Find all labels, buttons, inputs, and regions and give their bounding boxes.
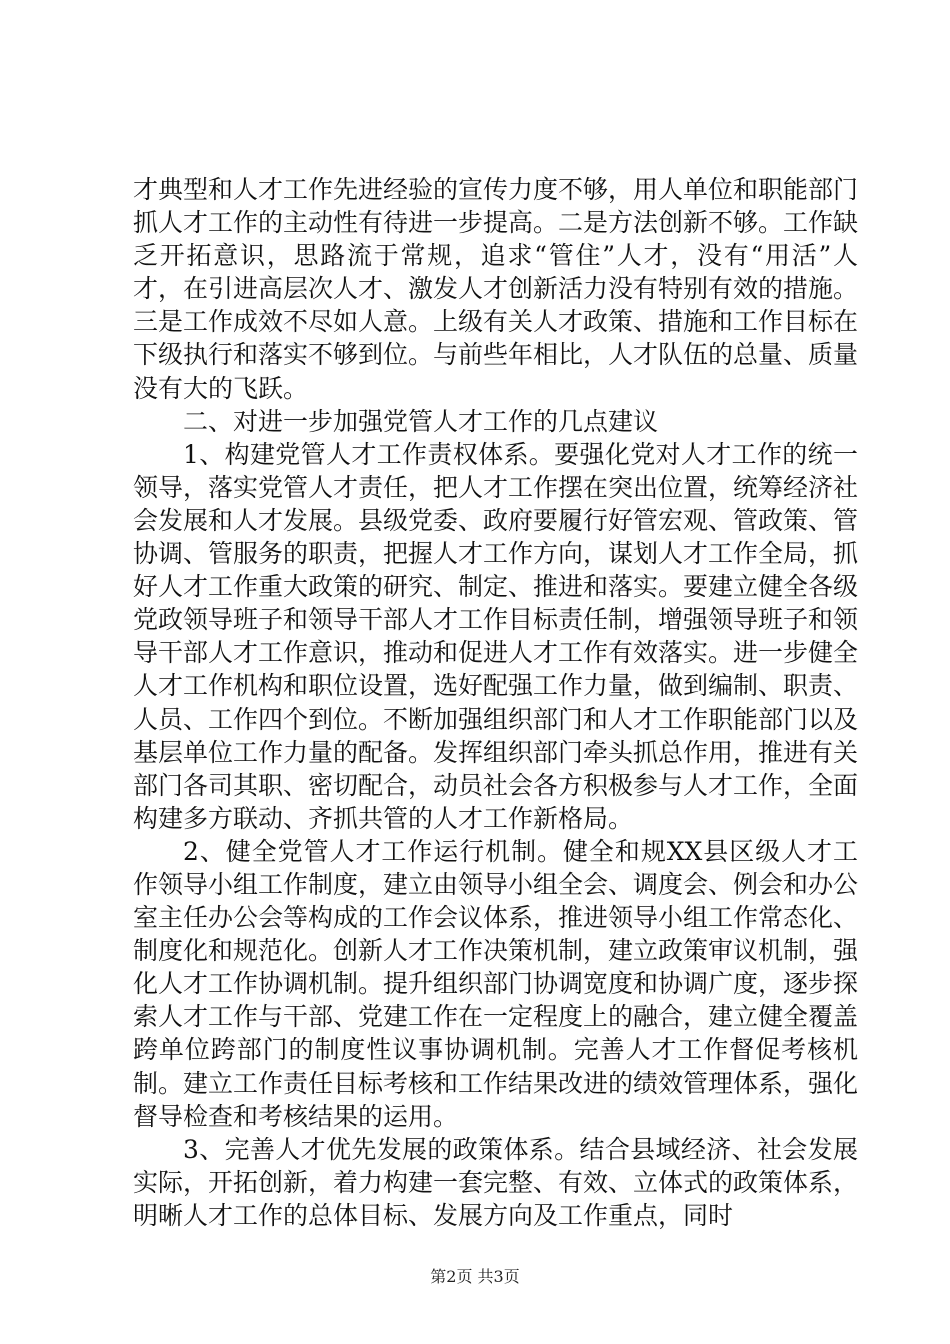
paragraph-item-3: 3、完善人才优先发展的政策体系。结合县域经济、社会发展实际，开拓创新，着力构建一套完整、有效、立体式的政策体系，明晰人才工作的总体目标、发展方向及工作重点，同时 (133, 1134, 859, 1230)
section-heading: 二、对进一步加强党管人才工作的几点建议 (183, 406, 659, 436)
page-footer: 第2页 共3页 (430, 1267, 520, 1286)
paragraph-item-1: 1、构建党管人才工作责权体系。要强化党对人才工作的统一领导，落实党管人才责任，把人才工作摆在突出位置，统筹经济社会发展和人才发展。县级党委、政府要履行好管宏观、管政策、管协调、管服务的职责，把握人才工作方向，谋划人才工作全局，抓好人才工作重大政策的研究、制定、推进和落实。要建立健全各级党政领导班子和领导干部人才工作目标责任制，增强领导班子和领导干部人才工作意识，推动和促进人才工作有效落实。进一步健全人才工作机构和职位设置，选好配强工作力量，做到编制、职责、人员、工作四个到位。不断加强组织部门和人才工作职能部门以及基层单位工作力量的配备。发挥组织部门牵头抓总作用，推进有关部门各司其职、密切配合，动员社会各方积极参与人才工作，全面构建多方联动、齐抓共管的人才工作新格局。 (133, 439, 859, 833)
paragraph-item-2: 2、健全党管人才工作运行机制。健全和规XX县区级人才工作领导小组工作制度，建立由领导小组全会、调度会、例会和办公室主任办公会等构成的工作会议体系，推进领导小组工作常态化、制度化和规范化。创新人才工作决策机制，建立政策审议机制，强化人才工作协调机制。提升组织部门协调宽度和协调广度，逐步探索人才工作与干部、党建工作在一定程度上的融合，建立健全覆盖跨单位跨部门的制度性议事协调机制。完善人才工作督促考核机制。建立工作责任目标考核和工作结果改进的绩效管理体系，强化督导检查和考核结果的运用。 (133, 836, 859, 1131)
paragraph-continued: 才典型和人才工作先进经验的宣传力度不够，用人单位和职能部门抓人才工作的主动性有待进一步提高。二是方法创新不够。工作缺乏开拓意识，思路流于常规，追求“管住”人才，没有“用活”人才，在引进高层次人才、激发人才创新活力没有特别有效的措施。三是工作成效不尽如人意。上级有关人才政策、措施和工作目标在下级执行和落实不够到位。与前些年相比，人才队伍的总量、质量没有大的飞跃。 (133, 175, 859, 403)
document-body (133, 173, 858, 1232)
